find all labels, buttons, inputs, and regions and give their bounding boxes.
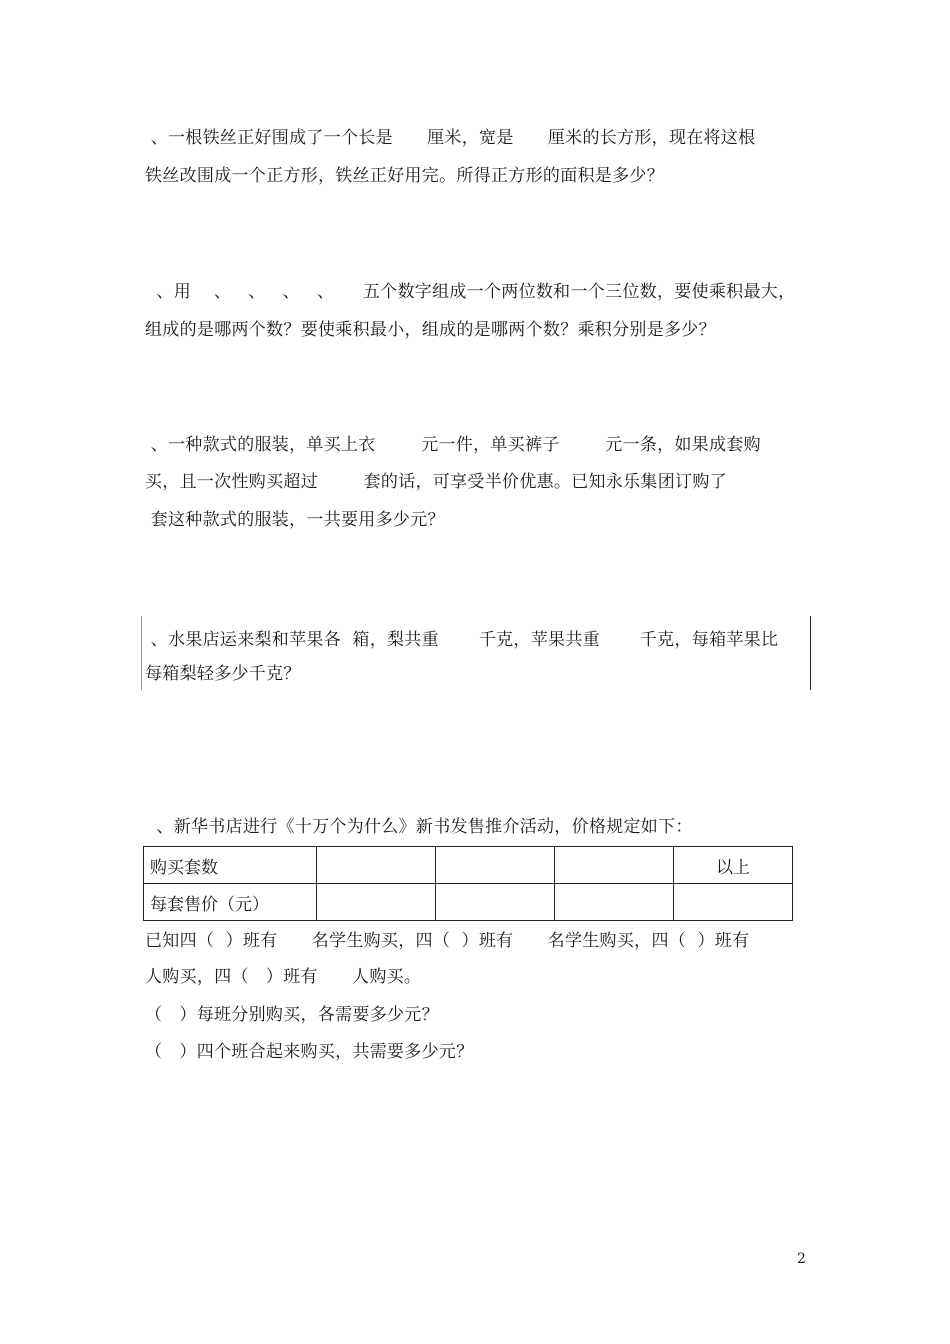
table-cell: 购买套数	[144, 847, 317, 884]
question-3-line-3: 套这种款式的服装，一共要用多少元？	[145, 510, 445, 530]
table-cell	[317, 884, 436, 921]
question-2-line-2: 组成的是哪两个数？要使乘积最小，组成的是哪两个数？乘积分别是多少？	[145, 320, 716, 340]
page-number: 2	[797, 1251, 806, 1267]
table-cell	[674, 884, 793, 921]
price-table	[143, 846, 793, 921]
table-cell	[436, 884, 555, 921]
question-1-line-1: 、一根铁丝正好围成了一个长是 厘米，宽是 厘米的长方形，现在将这根	[145, 128, 756, 148]
table-cell	[436, 847, 555, 884]
table-cell: 以上	[674, 847, 793, 884]
question-4-line-2: 每箱梨轻多少千克？	[145, 664, 301, 684]
table-row	[144, 884, 793, 921]
question-1-line-2: 铁丝改围成一个正方形，铁丝正好用完。所得正方形的面积是多少？	[145, 166, 664, 186]
question-4-line-1: 、水果店运来梨和苹果各 箱，梨共重 千克，苹果共重 千克，每箱苹果比	[145, 630, 779, 650]
question-5-sub-2: （ ）四个班合起来购买，共需要多少元？	[145, 1042, 474, 1062]
table-cell	[317, 847, 436, 884]
question-3-line-1: 、一种款式的服装，单买上衣 元一件，单买裤子 元一条，如果成套购	[145, 435, 761, 455]
question-3-line-2: 买，且一次性购买超过 套的话，可享受半价优惠。已知永乐集团订购了	[145, 472, 727, 492]
question-5-line-1: 已知四（ ）班有 名学生购买，四（ ）班有 名学生购买，四（ ）班有	[145, 931, 750, 951]
question-2-line-1: 、用 、 、 、 、 五个数字组成一个两位数和一个三位数，要使乘积最大，	[145, 282, 796, 302]
table-row	[144, 847, 793, 884]
table-cell: 每套售价（元）	[144, 884, 317, 921]
question-5-line-2: 人购买，四（ ）班有 人购买。	[145, 967, 422, 987]
table-cell	[555, 884, 674, 921]
table-cell	[555, 847, 674, 884]
question-5-intro: 、新华书店进行《十万个为什么》新书发售推介活动，价格规定如下：	[145, 817, 693, 837]
question-5-sub-1: （ ）每班分别购买，各需要多少元？	[145, 1005, 439, 1025]
